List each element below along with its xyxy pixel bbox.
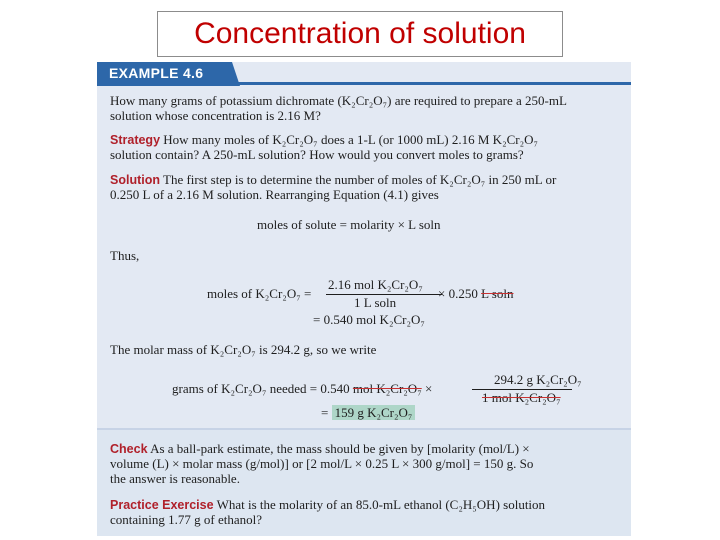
- eq3-result-row: [321, 405, 415, 421]
- eq3-denominator: [482, 390, 561, 406]
- example-header-rule: [237, 82, 631, 85]
- eq2-denominator-text: 1 L soln: [354, 295, 397, 310]
- solution-label: Solution: [110, 173, 160, 187]
- practice-text-1: What is the molarity of an 85.0-mL ethanol (C₂H₅OH) solution: [216, 497, 546, 512]
- slide-title: Concentration of solution: [157, 11, 563, 57]
- example-header: [97, 62, 631, 86]
- strategy-text-1: How many moles of K₂Cr₂O₇ does a 1-L (or 1000 mL) 2.16 M K₂Cr₂O₇: [163, 132, 539, 147]
- eq2-times: × 0.250: [438, 286, 478, 301]
- molar-mass-line: The molar mass of K₂Cr₂O₇ is 294.2 g, so we write: [110, 342, 377, 357]
- eq3-denominator-text: 1 mol K₂Cr₂O₇: [482, 390, 561, 405]
- thus-text: Thus,: [110, 248, 140, 263]
- check-label: Check: [110, 442, 148, 456]
- eq3-equals: =: [321, 405, 329, 420]
- question-line-2: solution whose concentration is 2.16 M?: [110, 108, 321, 123]
- eq2-numerator: 2.16 mol K₂Cr₂O₇: [328, 277, 423, 292]
- eq2-result: = 0.540 mol K₂Cr₂O₇: [313, 312, 425, 327]
- solution-line-1: [110, 172, 556, 188]
- check-text-1: As a ball-park estimate, the mass should be given by [molarity (mol/L) ×: [150, 441, 530, 456]
- example-header-text: EXAMPLE 4.6: [109, 65, 204, 81]
- eq2-denominator: [354, 295, 396, 311]
- eq3-strike: mol K₂Cr₂O₇: [352, 381, 422, 396]
- check-line-3: the answer is reasonable.: [110, 471, 240, 486]
- eq2-lhs: moles of K₂Cr₂O₇ =: [207, 286, 312, 301]
- practice-line-2: containing 1.77 g of ethanol?: [110, 512, 262, 527]
- eq2-unit: L soln: [481, 286, 514, 301]
- eq3-result: 159 g K₂Cr₂O₇: [332, 405, 416, 420]
- check-line-2: volume (L) × molar mass (g/mol)] or [2 mol/L × 0.25 L × 300 g/mol] = 150 g. So: [110, 456, 534, 471]
- question-line-1: How many grams of potassium dichromate (K₂Cr₂O₇) are required to prepare a 250-mL: [110, 93, 567, 108]
- equation-1: moles of solute = molarity × L soln: [257, 217, 441, 232]
- check-section: [97, 428, 631, 536]
- solution-line-2: 0.250 L of a 2.16 M solution. Rearranging Equation (4.1) gives: [110, 187, 439, 202]
- practice-line-1: [110, 497, 545, 513]
- strategy-label: Strategy: [110, 133, 161, 147]
- eq3-lhs: grams of K₂Cr₂O₇ needed = 0.540: [172, 381, 350, 396]
- strategy-line-2: solution contain? A 250-mL solution? How would you convert moles to grams?: [110, 147, 524, 162]
- check-line-1: [110, 441, 530, 457]
- example-panel: [97, 62, 631, 534]
- eq3-row: [172, 381, 432, 397]
- eq3-times: ×: [424, 381, 433, 396]
- solution-text-1: The first step is to determine the number of moles of K₂Cr₂O₇ in 250 mL or: [163, 172, 557, 187]
- eq2-multiplier: [438, 286, 513, 302]
- practice-label: Practice Exercise: [110, 498, 214, 512]
- eq3-numerator: 294.2 g K₂Cr₂O₇: [494, 372, 582, 387]
- strategy-line-1: [110, 132, 538, 148]
